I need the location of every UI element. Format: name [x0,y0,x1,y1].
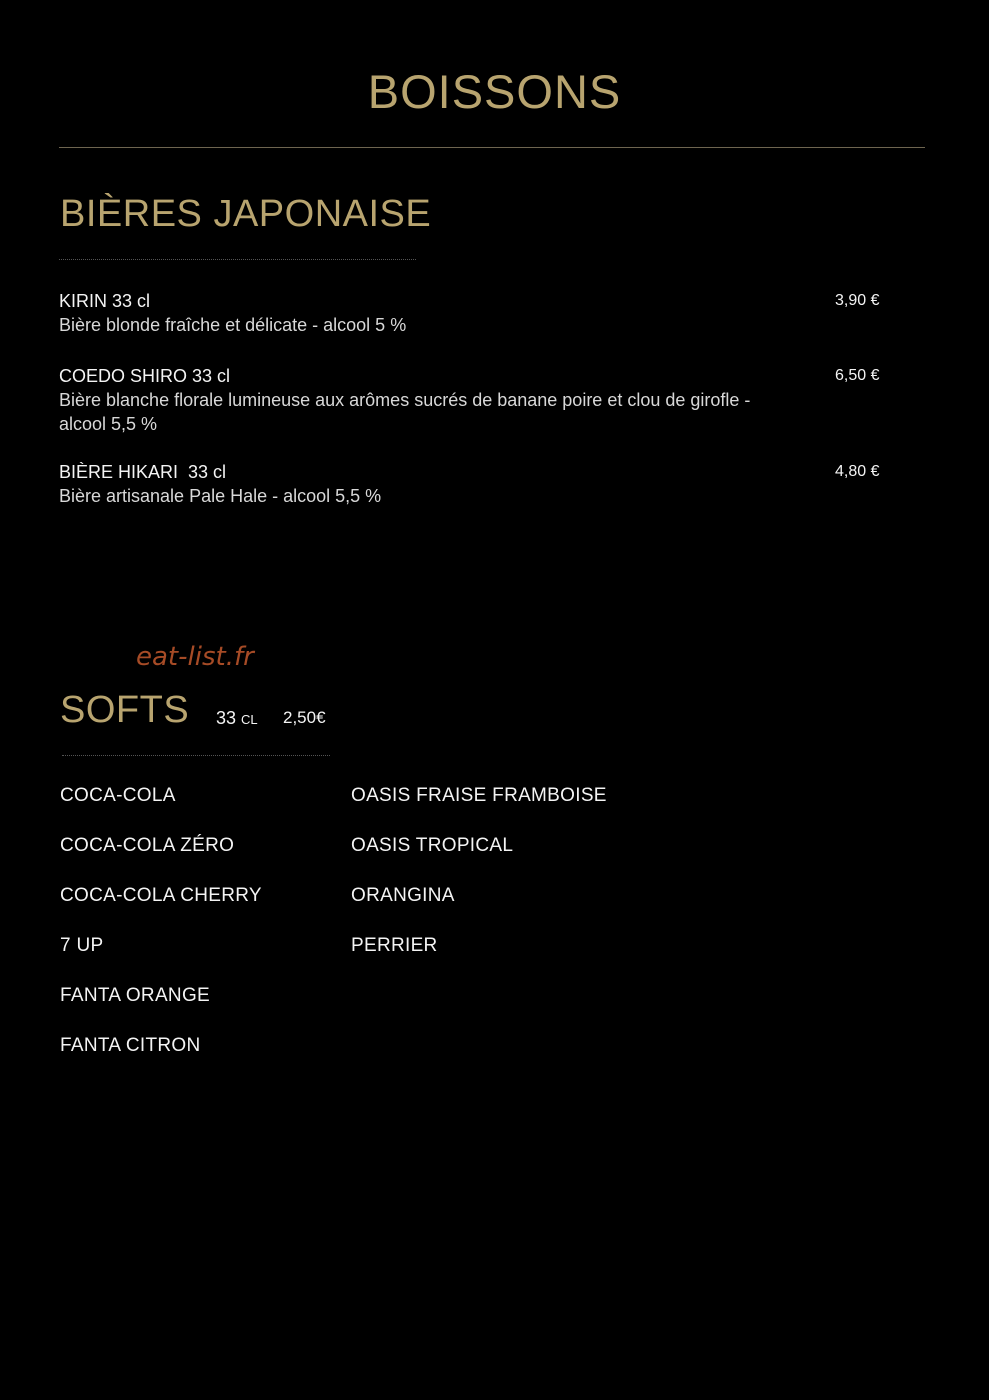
soft-item: ORANGINA [351,885,455,906]
beer-price: 6,50 € [835,367,880,384]
page-title: BOISSONS [367,65,622,118]
beer-item-hikari [59,460,889,508]
beer-description: Bière artisanale Pale Hale - alcool 5,5 % [59,486,382,506]
beer-item-coedo-shiro [59,364,889,436]
title-divider [59,147,925,148]
beers-section-heading: BIÈRES JAPONAISE [60,193,432,235]
soft-item: PERRIER [351,935,438,956]
beer-price: 3,90 € [835,292,880,309]
beers-heading-divider [59,259,416,260]
beer-name: KIRIN 33 cl [59,291,151,311]
beer-description: Bière blonde fraîche et délicate - alcool 5 % [59,315,407,335]
softs-section-heading: SOFTS [60,689,190,731]
softs-volume-unit: CL [241,712,258,727]
soft-item: FANTA CITRON [60,1035,201,1056]
soft-item: COCA-COLA [60,785,176,806]
watermark-text: eat-list.fr [136,642,254,672]
soft-item: OASIS FRAISE FRAMBOISE [351,785,607,806]
soft-item: COCA-COLA CHERRY [60,885,262,906]
softs-volume [216,706,258,732]
soft-item: OASIS TROPICAL [351,835,514,856]
softs-heading-divider [62,755,330,756]
beer-name: COEDO SHIRO 33 cl [59,366,231,386]
beer-description: Bière blanche florale lumineuse aux arômes sucrés de banane poire et clou de girofle - alcool 5,5 % [59,390,751,434]
beer-price: 4,80 € [835,463,880,480]
beer-item-kirin [59,289,889,337]
soft-item: FANTA ORANGE [60,985,210,1006]
soft-item: 7 UP [60,935,104,956]
softs-price: 2,50€ [283,708,326,727]
softs-volume-value: 33 [216,708,237,728]
beer-name: BIÈRE HIKARI 33 cl [59,462,227,482]
soft-item: COCA-COLA ZÉRO [60,835,235,856]
